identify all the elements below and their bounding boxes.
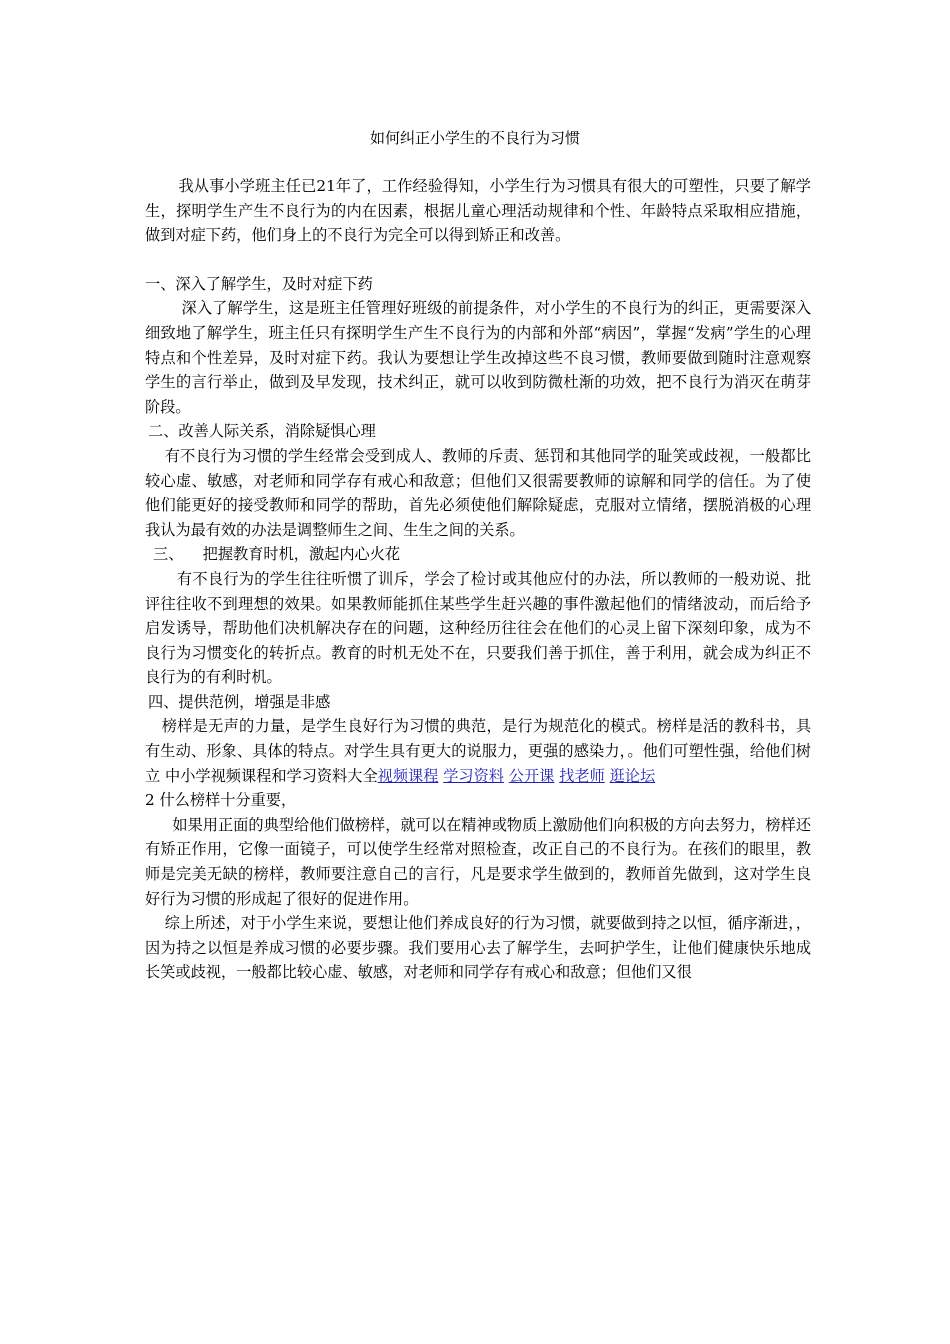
section-3-heading: 三、 把握教育时机，激起内心火花 bbox=[153, 545, 401, 564]
link-find-teacher[interactable]: 找老师 bbox=[559, 766, 605, 785]
intro-paragraph: 我从事小学班主任已21年了，工作经验得知，小学生行为习惯具有很大的可塑性，只要了解学生，探明学生产生不良行为的内在因素，根据儿童心理活动规律和个性、年龄特点采取相应措施，做到对症下药，他们身上的不良行为完全可以得到矫正和改善。 bbox=[145, 177, 811, 245]
section-1-body: 深入了解学生，这是班主任管理好班级的前提条件，对小学生的不良行为的纠正，更需要深入细致地了解学生，班主任只有探明学生产生不良行为的内部和外部“病因”，掌握“发病”学生的心理特点和个性差异，及时对症下药。我认为要想让学生改掉这些不良习惯，教师要做到随时注意观察学生的言行举止，做到及早发现，技术纠正，就可以收到防微杜渐的功效，把不良行为消灭在萌芽阶段。 bbox=[145, 299, 811, 416]
document-title: 如何纠正小学生的不良行为习惯 bbox=[369, 129, 580, 147]
section-3-body: 有不良行为的学生往往听惯了训斥，学会了检讨或其他应付的办法，所以教师的一般劝说、批评往往收不到理想的效果。如果教师能抓住某些学生赶兴趣的事件激起他们的情绪波动，而后给予启发诱导，帮助他们决机解决存在的问题，这种经历往往会在他们的心灵上留下深刻印象，成为不良行为习惯变化的转折点。教育的时机无处不在，只要我们善于抓住，善于利用，就会成为纠正不良行为的有利时机。 bbox=[145, 569, 811, 687]
section-2-heading: 二、改善人际关系，消除疑惧心理 bbox=[148, 422, 376, 441]
mirror-paragraph: 如果用正面的典型给他们做榜样，就可以在精神或物质上激励他们向积极的方向去努力，榜样还有矫正作用，它像一面镜子，可以使学生经常对照检查，改正自己的不良行为。在孩们的眼里，教师是完美无缺的榜样，教师要注意自己的言行，凡是要求学生做到的，教师首先做到，这对学生良好行为习惯的形成起了很好的促进作用。 bbox=[145, 815, 811, 908]
conclusion-paragraph: 综上所述，对于小学生来说，要想让他们养成良好的行为习惯，就要做到持之以恒，循序渐进，，因为持之以恒是养成习惯的必要步骤。我们要用心去了解学生，去呵护学生，让他们健康快乐地成长笑或歧视，一般都比较心虚、敏感，对老师和同学存有戒心和敌意；但他们又很 bbox=[145, 914, 811, 982]
section-2-body: 有不良行为习惯的学生经常会受到成人、教师的斥责、惩罚和其他同学的耻笑或歧视，一般都比较心虚、敏感，对老师和同学存有戒心和敌意；但他们又很需要教师的谅解和同学的信任。为了使他们能更好的接受教师和同学的帮助，首先必须使他们解除疑虑，克服对立情绪，摆脱消极的心理我认为最有效的办法是调整师生之间、生生之间的关系。 bbox=[145, 446, 811, 539]
section-1-heading: 一、深入了解学生，及时对症下药 bbox=[145, 274, 373, 293]
link-video-courses[interactable]: 视频课程 bbox=[377, 766, 439, 785]
link-study-materials[interactable]: 学习资料 bbox=[443, 766, 504, 785]
section-4-body bbox=[145, 714, 811, 788]
section-4-text: 榜样是无声的力量，是学生良好行为习惯的典范，是行为规范化的模式。榜样是活的教科书，具有生动、形象、具体的特点。对学生具有更大的说服力，更强的感染力，。他们可塑性强，给他们树立 中小学视频课程和学习资料大全 bbox=[145, 717, 811, 785]
link-forum[interactable]: 逛论坛 bbox=[609, 766, 656, 785]
section-4-heading: 四、提供范例，增强是非感 bbox=[148, 692, 331, 711]
document-body bbox=[145, 174, 811, 985]
link-open-class[interactable]: 公开课 bbox=[508, 766, 555, 785]
after-links-line: 2 什么榜样十分重要， bbox=[145, 791, 297, 810]
